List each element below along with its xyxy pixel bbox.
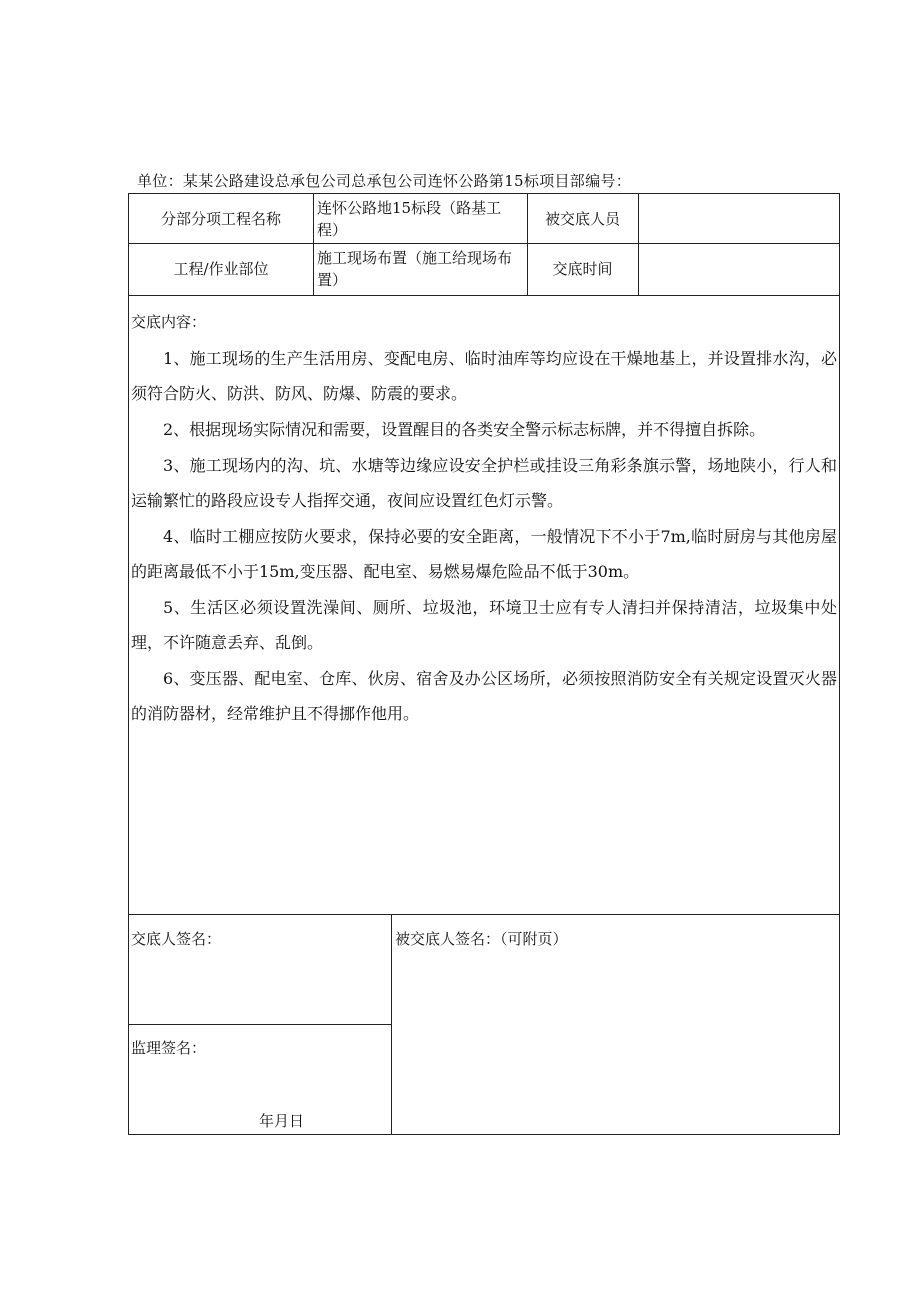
value-receiver xyxy=(638,194,839,243)
discloser-signature-label: 交底人签名： xyxy=(131,930,222,948)
value-subproject-name: 连怀公路地15标段（路基工程） xyxy=(317,198,502,239)
content-item-1: 1、施工现场的生产生活用房、变配电房、临时油库等均应设在干燥地基上，并设置排水沟，必须符合防火、防洪、防风、防爆、防震的要求。 xyxy=(131,349,837,403)
label-receiver: 被交底人员 xyxy=(544,209,620,228)
content-item-2: 2、根据现场实际情况和需要，设置醒目的各类安全警示标志标牌，并不得擅自拆除。 xyxy=(163,420,766,439)
content-label: 交底内容： xyxy=(131,313,207,331)
receiver-signature-label: 被交底人签名：（可附页） xyxy=(395,930,568,948)
content-item-3: 3、施工现场内的沟、坑、水塘等边缘应设安全护栏或挂设三角彩条旗示警，场地陕小，行人和运输繁忙的路段应设专人指挥交通，夜间应设置红色灯示警。 xyxy=(131,456,837,510)
supervisor-signature-label: 监理签名： xyxy=(131,1039,207,1057)
content-item-5: 5、生活区必须设置洗澡间、厕所、垃圾池，环境卫士应有专人清扫并保持清洁，垃圾集中处理，不许随意丢弃、乱倒。 xyxy=(131,598,837,652)
label-work-location: 工程/作业部位 xyxy=(173,260,269,278)
content-items xyxy=(129,341,839,732)
disclosure-form xyxy=(128,193,840,1135)
label-subproject-name: 分部分项工程名称 xyxy=(160,209,281,228)
value-work-location: 施工现场布置（施工给现场布置） xyxy=(317,249,513,289)
content-item-4: 4、临时工棚应按防火要求，保持必要的安全距离，一般情况下不小于7m,临时厨房与其他房屋的距离最低不小于15m,变压器、配电室、易燃易爆危险品不低于30m。 xyxy=(131,527,837,581)
content-bottom-divider xyxy=(129,914,839,915)
content-item-6: 6、变压器、配电室、仓库、伙房、宿舍及办公区场所，必须按照消防安全有关规定设置灭火器的消防器材，经常维护且不得挪作他用。 xyxy=(131,669,837,723)
label-disclosure-time: 交底时间 xyxy=(552,260,613,278)
header-unit-line: 单位：某某公路建设总承包公司总承包公司连怀公路第15标项目部编号： xyxy=(137,172,631,190)
signature-left-divider xyxy=(129,1024,391,1025)
signature-col-divider xyxy=(391,914,392,1134)
signature-date: 年月日 xyxy=(259,1112,305,1130)
value-disclosure-time xyxy=(638,243,839,295)
row-divider-2 xyxy=(129,295,839,296)
